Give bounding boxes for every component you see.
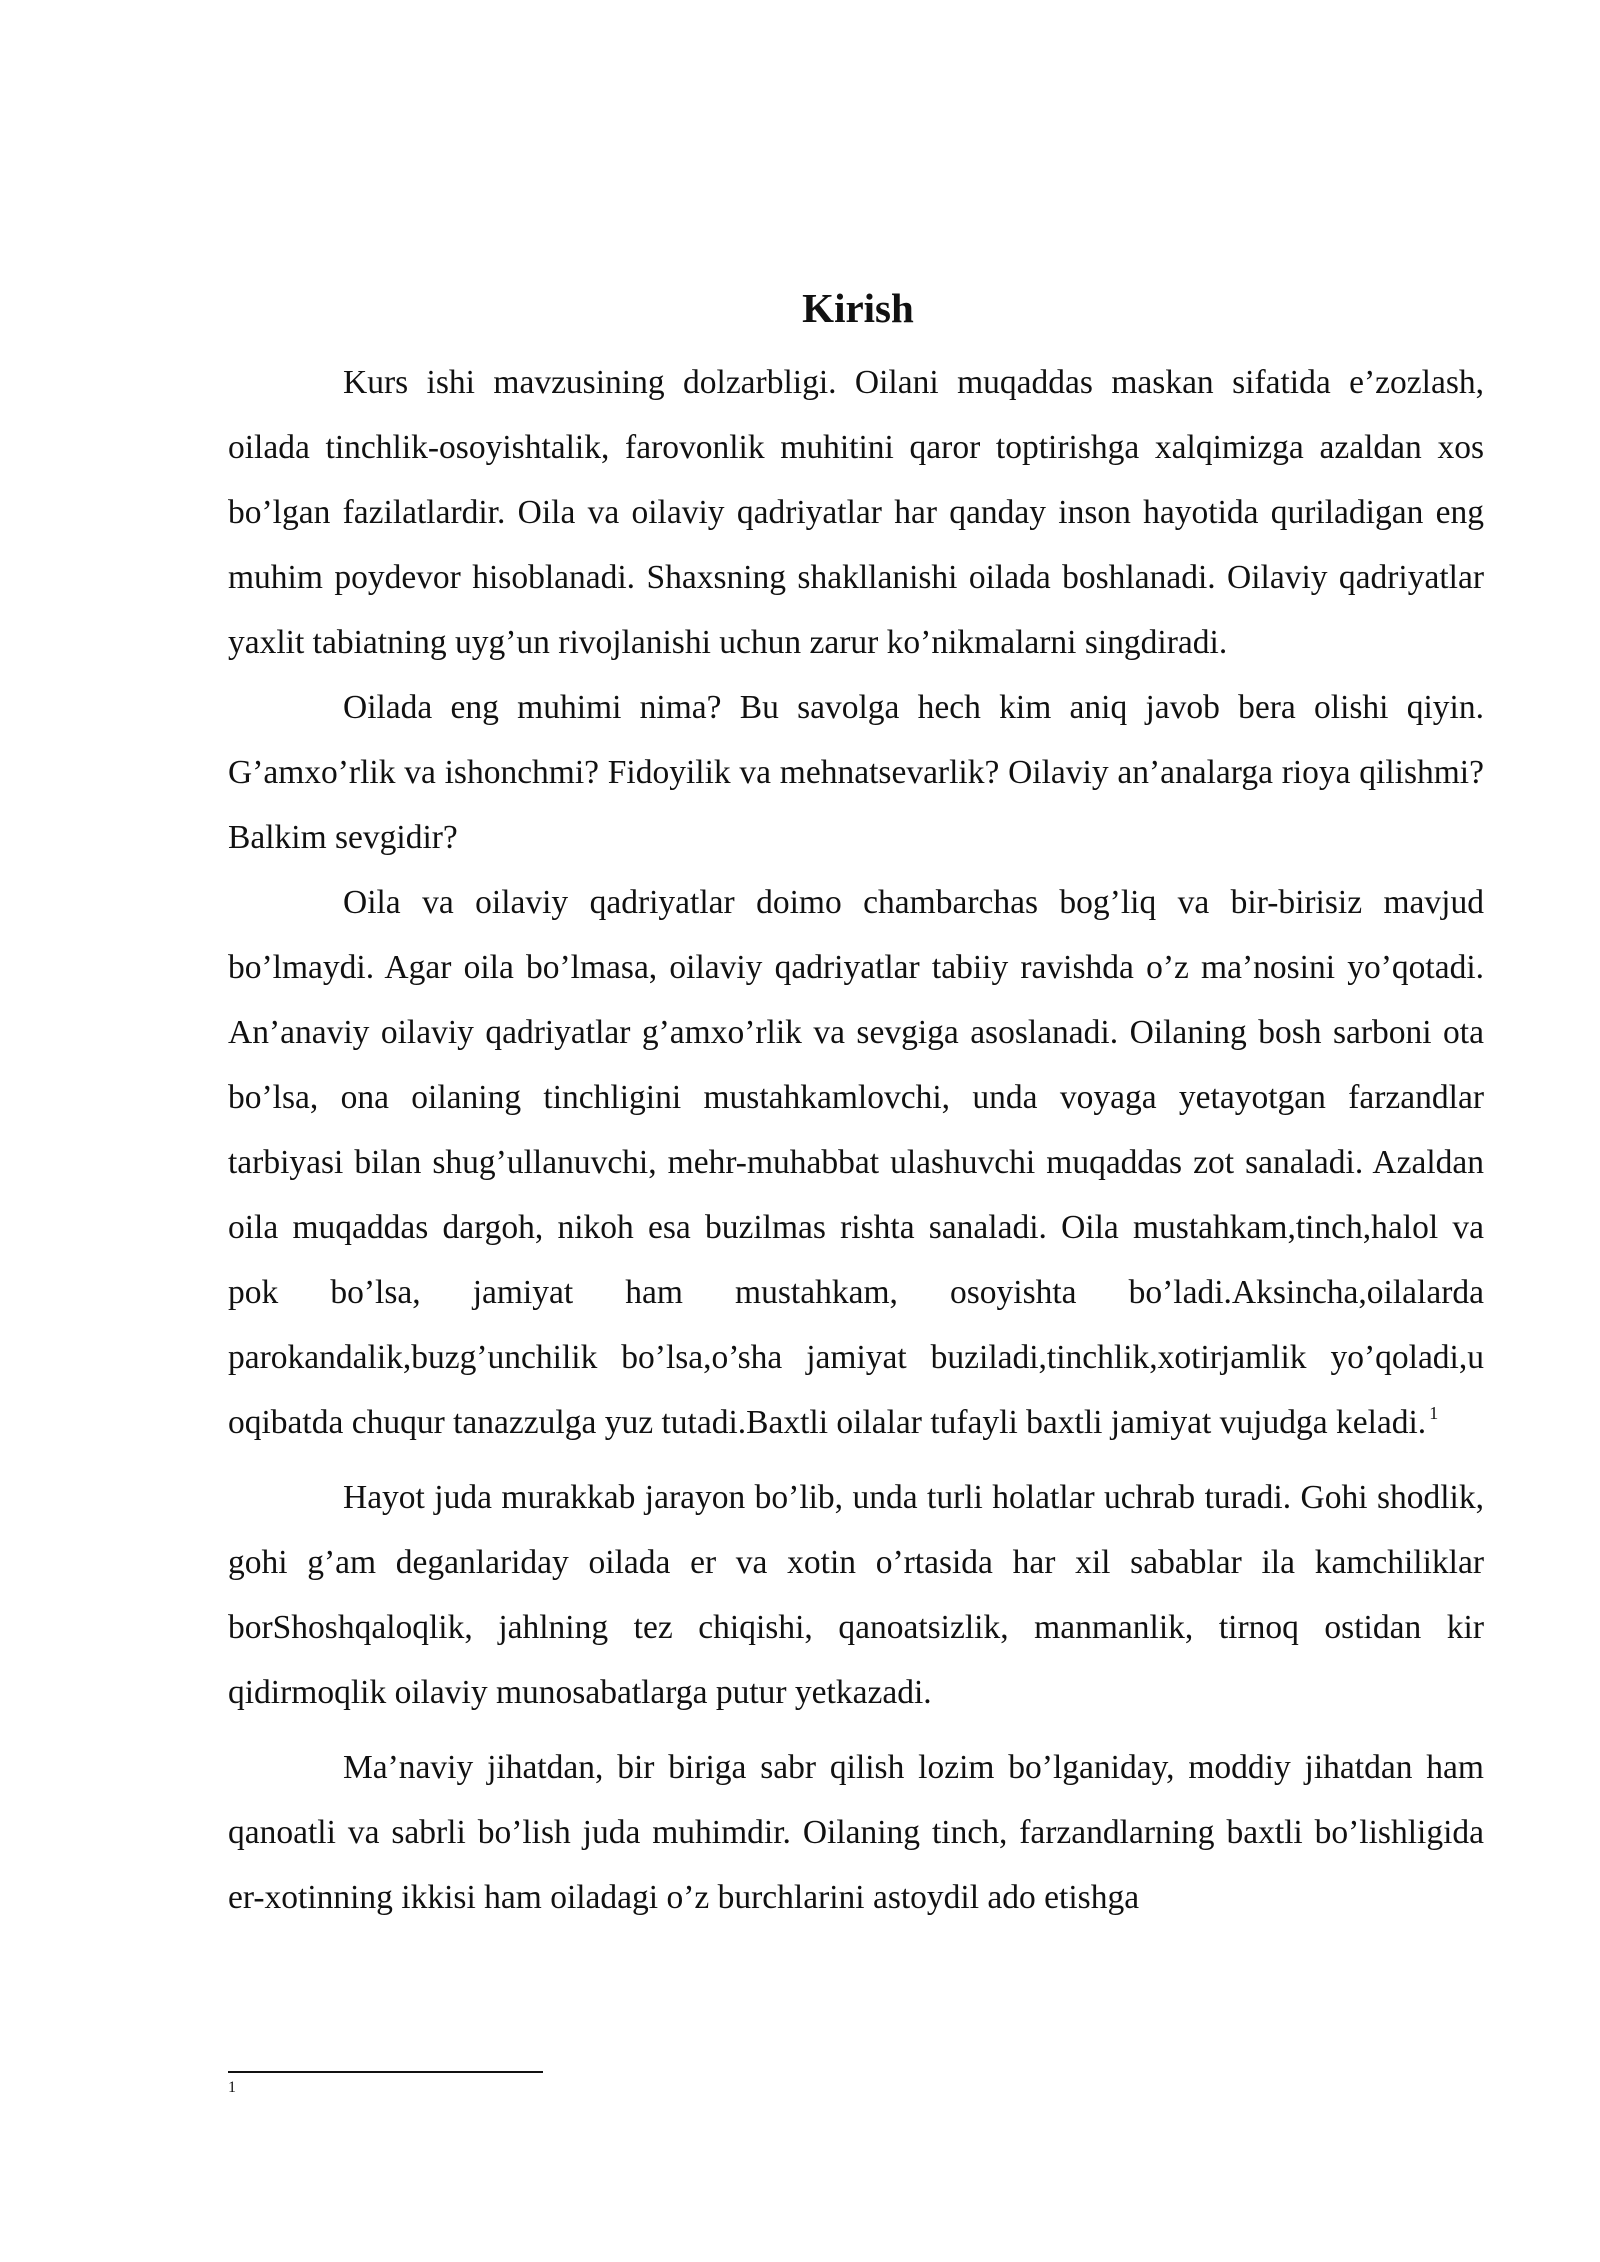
paragraph-family-values [228, 870, 1484, 1455]
paragraph-life-situations: Hayot juda murakkab jarayon bo’lib, unda turli holatlar uchrab turadi. Gohi shodlik, gohi g’am deganlariday oilada er va xotin o’rtasida har xil sabablar ila kamchiliklar borShoshqaloqlik, jahlning tez chiqishi, qanoatsizlik, manmanlik, tirnoq ostidan kir qidirmoqlik oilaviy munosabatlarga putur yetkazadi. [228, 1479, 1484, 1711]
body-text [228, 350, 1484, 1930]
footnote-number: 1 [228, 2079, 236, 2096]
paragraph-family-values-text: Oila va oilaviy qadriyatlar doimo chambarchas bog’liq va bir-birisiz mavjud bo’lmaydi. Agar oila bo’lmasa, oilaviy qadriyatlar tabiiy ravishda o’z ma’nosini yo’qotadi. An’anaviy oilaviy qadriyatlar g’amxo’rlik va sevgiga asoslanadi. Oilaning bosh sarboni ota bo’lsa, ona oilaning tinchligini mustahkamlovchi, unda voyaga yetayotgan farzandlar tarbiyasi bilan shug’ullanuvchi, mehr-muhabbat ulashuvchi muqaddas zot sanaladi. Azaldan oila muqaddas dargoh, nikoh esa buzilmas rishta sanaladi. Oila mustahkam,tinch,halol va pok bo’lsa, jamiyat ham mustahkam, osoyishta bo’ladi.Aksincha,oilalarda parokandalik,buzg’unchilik bo’lsa,o’sha jamiyat buziladi,tinchlik,xotirjamlik yo’qoladi,u oqibatda chuqur tanazzulga yuz tutadi.Baxtli oilalar tufayli baxtli jamiyat vujudga keladi. [228, 884, 1484, 1441]
paragraph-spiritual-patience: Ma’naviy jihatdan, bir biriga sabr qilish lozim bo’lganiday, moddiy jihatdan ham qanoatli va sabrli bo’lish juda muhimdir. Oilaning tinch, farzandlarning baxtli bo’lishligida er-xotinning ikkisi ham oiladagi o’z burchlarini astoydil ado etishga [228, 1749, 1484, 1916]
page-title: Kirish [802, 285, 914, 331]
footnote-separator [228, 2071, 543, 2073]
paragraph-questions: Oilada eng muhimi nima? Bu savolga hech kim aniq javob bera olishi qiyin. G’amxo’rlik va ishonchmi? Fidoyilik va mehnatsevarlik? Oilaviy an’analarga rioya qilishmi? Balkim sevgidir? [228, 689, 1484, 856]
paragraph-relevance: Kurs ishi mavzusining dolzarbligi. Oilani muqaddas maskan sifatida e’zozlash, oilada tinchlik-osoyishtalik, farovonlik muhitini qaror toptirishga xalqimizga azaldan xos bo’lgan fazilatlardir. Oila va oilaviy qadriyatlar har qanday inson hayotida quriladigan eng muhim poydevor hisoblanadi. Shaxsning shakllanishi oilada boshlanadi. Oilaviy qadriyatlar yaxlit tabiatning uyg’un rivojlanishi uchun zarur ko’nikmalarni singdiradi. [228, 364, 1484, 661]
footnote-reference[interactable]: 1 [1429, 1403, 1439, 1423]
